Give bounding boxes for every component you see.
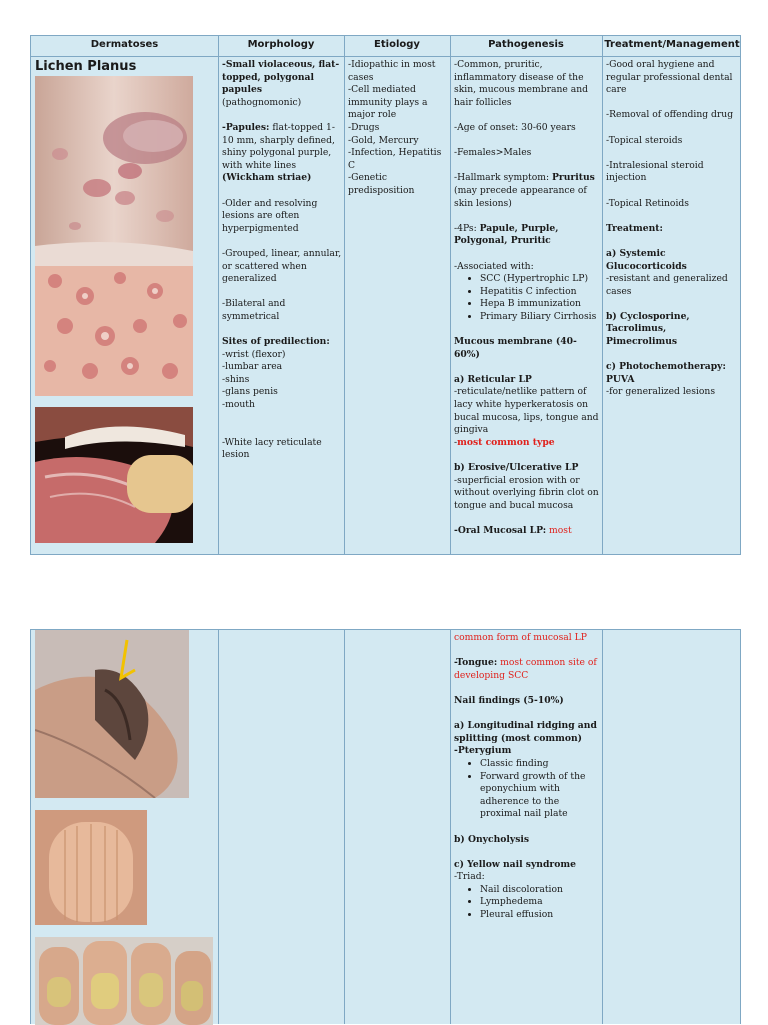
longitudinal-ridging-photo [35, 810, 147, 925]
onycholysis: b) Onycholysis [454, 833, 530, 845]
list-item: • Lymphedema [480, 896, 600, 909]
nail-ridging: a) Longitudinal ridging and splitting (most common) [454, 720, 597, 744]
patho-females: -Females>Males [454, 147, 532, 159]
patho-age: -Age of onset: 30-60 years [454, 121, 576, 133]
etiology-item: -Gold, Mercury [348, 134, 419, 146]
patho-common: -Common, pruritic, inflammatory disease of the skin, mucous membrane and hair follicles [454, 59, 588, 108]
header-morphology: Morphology [247, 39, 315, 50]
wickham-striae: (Wickham striae) [222, 172, 312, 184]
treat-retinoids: -Topical Retinoids [606, 197, 689, 209]
etiology-cell [348, 59, 448, 198]
treat-cyclosporine: b) Cyclosporine, Tacrolimus, Pimecrolimus [606, 310, 690, 348]
sites-title: Sites of predilection: [222, 336, 330, 348]
treat-intralesional: -Intralesional steroid injection [606, 159, 704, 184]
list-item: • Classic finding [480, 758, 600, 771]
etiology-item: -Drugs [348, 121, 380, 133]
oral-mucosal-red: most [546, 524, 572, 536]
treat-glucocorticoids: Glucocorticoids [606, 260, 687, 272]
etiology-item: -Genetic predisposition [348, 172, 415, 196]
treat-systemic: a) Systemic [606, 247, 666, 259]
papules-closeup-photo [35, 266, 193, 396]
list-item: • Hepatitis C infection [480, 286, 600, 299]
morphology-grouped: -Grouped, linear, annular, or scattered when generalized [222, 247, 342, 285]
morphology-older: -Older and resolving lesions are often hyperpigmented [222, 197, 318, 234]
treatment-cell [606, 59, 740, 399]
mucous-membrane-title: Mucous membrane (40-60%) [454, 336, 577, 360]
header-etiology: Etiology [374, 39, 420, 50]
nail-findings-title: Nail findings (5-10%) [454, 694, 564, 706]
site-item: -mouth [222, 399, 255, 411]
most-common-type: most common type [457, 436, 555, 448]
treat-topical-steroids: -Topical steroids [606, 134, 683, 146]
oral-mucosal-label: -Oral Mucosal LP: [454, 524, 547, 536]
site-item: -glans penis [222, 386, 278, 398]
patho-hallmark: -Hallmark symptom: [454, 172, 552, 184]
pterygium-label: -Pterygium [454, 745, 512, 757]
mucosal-lp-continued: common form of mucosal LP [454, 632, 587, 643]
patho-4ps-label: -4Ps: [454, 222, 480, 234]
list-item: • Pleural effusion [480, 909, 600, 922]
table-page-2 [30, 629, 741, 1024]
pterygium-list [454, 758, 600, 821]
patho-hallmark-note: (may precede appearance of skin lesions) [454, 184, 587, 209]
yellow-nail-syndrome: c) Yellow nail syndrome [454, 858, 576, 870]
list-item: • Forward growth of the eponychium with adherence to the proximal nail plate [480, 771, 600, 821]
reticular-title: a) Reticular LP [454, 373, 532, 385]
associated-list [454, 273, 600, 323]
site-item: -lumbar area [222, 361, 283, 373]
treat-hygiene: -Good oral hygiene and regular professional dental care [606, 59, 733, 96]
tongue-label: -Tongue: [454, 657, 498, 669]
treat-resistant: -resistant and generalized cases [606, 273, 728, 297]
header-treatment: Treatment/Management [604, 39, 740, 50]
erosive-title: b) Erosive/Ulcerative LP [454, 462, 579, 473]
morphology-lead: -Small violaceous, flat-topped, polygonal papules [222, 59, 340, 96]
treat-removal: -Removal of offending drug [606, 109, 734, 121]
treat-photochemo: c) Photochemotherapy: PUVA [606, 361, 726, 385]
skin-lesion-photo [35, 76, 193, 266]
yellow-nail-photo [35, 937, 213, 1025]
erosive-desc: -superficial erosion with or without overlying fibrin clot on tongue and bucal mucosa [454, 474, 599, 511]
header-dermatoses: Dermatoses [90, 39, 159, 50]
papules-label: -Papules: [222, 121, 270, 133]
treat-generalized: -for generalized lesions [606, 386, 716, 398]
tongue-scc: most common site of developing SCC [454, 657, 597, 681]
pathogenesis-cell [454, 59, 600, 550]
triad-label: -Triad: [454, 871, 485, 883]
etiology-item: -Cell mediated immunity plays a major role [348, 84, 428, 121]
site-item: -wrist (flexor) [222, 348, 286, 360]
triad-list [454, 884, 600, 922]
etiology-item: -Idiopathic in most cases [348, 59, 436, 83]
list-item: • SCC (Hypertrophic LP) [480, 273, 600, 286]
list-item: • Nail discoloration [480, 884, 600, 897]
morphology-pathognomonic: (pathognomonic) [222, 96, 302, 108]
patho-4ps: Papule, Purple, Polygonal, Pruritic [454, 222, 559, 247]
morphology-bilateral: -Bilateral and symmetrical [222, 298, 286, 322]
morphology-white-lacy: -White lacy reticulate lesion [222, 436, 322, 461]
table-page-1 [30, 35, 741, 555]
morphology-cell [222, 59, 342, 474]
etiology-item: -Infection, Hepatitis C [348, 147, 442, 171]
disease-title: Lichen Planus [35, 59, 137, 74]
list-item: • Hepa B immunization [480, 298, 600, 311]
reticular-desc: -reticulate/netlike pattern of lacy white hyperkeratosis on bucal mucosa, lips, tongue and gingiva [454, 386, 599, 436]
patho-pruritus: Pruritus [552, 172, 595, 184]
header-pathogenesis: Pathogenesis [488, 39, 564, 50]
list-item: • Primary Biliary Cirrhosis [480, 311, 600, 324]
papules-desc: flat-topped 1-10 mm, sharply defined, shiny polygonal purple, with white lines [222, 121, 335, 171]
patho-associated: -Associated with: [454, 260, 534, 272]
pterygium-nail-photo [35, 630, 189, 798]
pathogenesis-cell-continued [454, 632, 600, 934]
oral-lesion-photo [35, 407, 193, 543]
site-item: -shins [222, 373, 250, 385]
reticular-dash: - [454, 436, 458, 448]
treatment-title: Treatment: [606, 222, 663, 234]
